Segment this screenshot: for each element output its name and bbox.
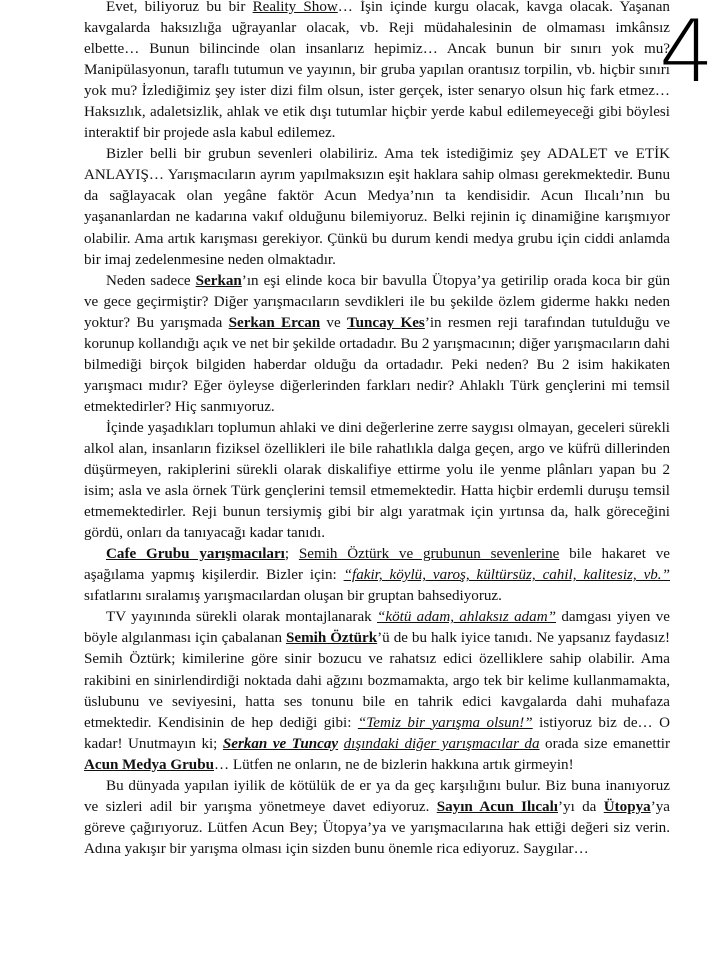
text-run: Serkan Ercan — [228, 314, 321, 331]
paragraph-3 — [84, 271, 670, 418]
text-run: Semih Öztürk ve grubunun sevenlerine — [298, 546, 560, 563]
text-run: Serkan — [195, 272, 242, 289]
text-run: ’ın eşi elinde koca bir bavulla Ütopya’ya getirilip orada koca bir gün ve gece geçirmiştir? Diğer yarışmacıların sevdikleri ile bu şekilde özlem giderme hakkı neden yoktur? Bu yarışmada — [84, 272, 670, 331]
text-run: Sayın Acun Ilıcalı — [436, 798, 558, 815]
text-run: Serkan ve Tuncay — [222, 735, 339, 752]
paragraph-2 — [84, 144, 670, 270]
text-run: ’yı da — [558, 798, 604, 815]
text-run: Tuncay Kes — [346, 314, 425, 331]
text-run: Cafe Grubu yarışmacıları — [106, 546, 285, 563]
text-run: ’ya göreve çağırıyoruz. Lütfen Acun Bey; Ütopya’ya ve yarışmacılarına hak ettiği değeri siz verin. Adına yakışır bir yarışma olması için sizden bunu önemle rica ediyoruz. Saygılar… — [84, 798, 670, 857]
text-run: sıfatlarını sıralamış yarışmacılardan oluşan bir gruptan bahsediyoruz. — [84, 588, 502, 605]
text-run: “fakir, köylü, varoş, kültürsüz, cahil, kalitesiz, vb.” — [343, 567, 670, 584]
text-run: İçinde yaşadıkları toplumun ahlaki ve dini değerlerine zerre saygısı olmayan, geceleri sürekli alkol alan, insanların fiziksel özellikleri ile bile rahatlıkla dalga geçen, argo ve küfrü dillerinden düşürmeyen, rakiplerini sürekli olarak diskalifiye ettirme yolu ile yenme plânları yapan bu 2 isim; asla ve asla örnek Türk gençlerini temsil etmemektedir. Hatta hiçbir erdemli duruşu temsil etmemektedirler. Reji bunun tersiymiş gibi bir algı yaratmak için yırtınsa da, halk göreceğini gördü, onları da tanıyacağı kadar tanıdı. — [84, 419, 670, 542]
text-run: … İşin içinde kurgu olacak, kavga olacak. Yaşanan kavgalarda haksızlığa uğrayanlar olacak, vb. Reji müdahalesinin de olmaması imkânsız elbette… Bunun bilincinde olan insanlarız hepimiz… Ancak bunun bir sınırı yok mu? Manipülasyonun, taraflı tutumun ve yayının, bir gruba yapılan orantısız torpilin, vb. hiçbir sınırı yok mu? İzlediğimiz şey ister dizi film olsun, ister gerçek, ister senaryo olsun hiç fark etmez… Haksızlık, adaletsizlik, ahlak ve etik dışı tutumlar hiçbir yerde kabul edilemeyeceği gibi böylesi interaktif bir projede asla kabul edilemez. — [84, 0, 670, 142]
text-run: “Temiz bir yarışma olsun!” — [357, 714, 533, 731]
paragraph-5 — [84, 544, 670, 607]
text-run: TV yayınında sürekli olarak montajlanarak — [106, 609, 377, 626]
text-run: Acun Medya Grubu — [84, 756, 214, 773]
text-run: “kötü adam, ahlaksız adam” — [377, 609, 557, 626]
text-run: Bu dünyada yapılan iyilik de kötülük de er ya da geç karşılığını bulur. Biz buna inanıyoruz ve sizleri adil bir yarışma yönetmeye davet ediyoruz. — [84, 777, 670, 815]
text-run: Neden sadece — [106, 272, 196, 289]
page-number: 4 — [659, 2, 714, 102]
paragraph-6 — [84, 607, 670, 775]
text-run: … Lütfen ne onların, ne de bizlerin hakkına artık girmeyin! — [214, 756, 574, 773]
text-run: ’in resmen reji tarafından tutulduğu ve korunup kollandığı açık ve net bir şekilde ortadadır. Bu 2 yarışmacının; diğer yarışmacıların dahi bilmediği birçok bilgiden haberdar olduğu da ortadadır. Peki neden? Bu 2 isim hakikaten yarışmacı mıdır? Eğer öyleyse diğerlerinden farkları nedir? Ahlaklı Türk gençlerini mi temsil etmektedirler? Hiç sanmıyoruz. — [84, 314, 670, 415]
text-run: ; — [284, 546, 299, 563]
text-run: Ütopya — [603, 798, 651, 815]
text-run: damgası yiyen ve böyle algılanması için çabalanan — [84, 609, 670, 647]
text-run: orada size emanettir — [539, 735, 670, 752]
paragraph-4 — [84, 418, 670, 544]
text-run: dışındaki diğer yarışmacılar da — [343, 735, 540, 752]
paragraph-1 — [84, 0, 670, 144]
text-run: Bizler belli bir grubun sevenleri olabiliriz. Ama tek istediğimiz şey ADALET ve ETİK ANLAYIŞ… Yarışmacıların ayrım yapılmaksızın eşit haklara sahip olması gerekmektedir. Bunu da sağlayacak olan yegâne faktör Acun Medya’nın ta kendisidir. Acun Ilıcalı’nın bu yaşananlardan ne kadarına vakıf olduğunu bilemiyoruz. Belki rejinin iç dinamiğine karışmıyor olabilir. Ama artık karışması gerekiyor. Çünkü bu durum kendi medya grubu için ciddi anlamda bir imaj zedelenmesine neden olmaktadır. — [84, 146, 670, 268]
text-run: Reality Show — [252, 0, 338, 15]
text-run: bile hakaret ve aşağılama yapmış kişilerdir. Bizler için: — [84, 546, 670, 584]
text-run: Semih Öztürk — [285, 630, 378, 647]
text-run: ve — [320, 314, 347, 331]
document-page — [84, 0, 670, 860]
paragraph-7 — [84, 776, 670, 860]
text-run: istiyoruz biz de… O kadar! Unutmayın ki; — [84, 714, 670, 752]
text-run: Evet, biliyoruz bu bir — [106, 0, 253, 15]
text-run: ’ü de bu halk iyice tanıdı. Ne yapsanız faydasız! Semih Öztürk; kimilerine göre sinir bozucu ve rahatsız edici özelliklere sahip olabilir. Ama rakibini en sinirlendirdiği noktada dahi ağzını bozmamakta, argo tek bir kelime kullanmamakta, üslubunu ve seviyesini, hatta ses tonunu bile en tahrik edici kavgalarda dahi muhafaza etmektedir. Kendisinin de hep dediği gibi: — [84, 630, 671, 731]
